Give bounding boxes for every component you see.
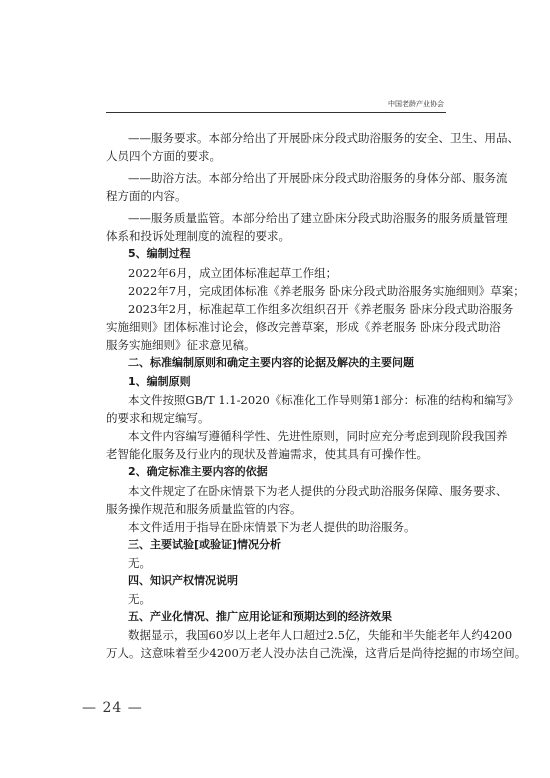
text-line: 无。 — [128, 592, 151, 606]
text-line: 服务操作规范和服务质量监管的内容。 — [106, 502, 302, 516]
section-heading: 二、标准编制原则和确定主要内容的论据及解决的主要问题 — [128, 356, 414, 369]
text-line: 本文件按照GB/T 1.1-2020《标准化工作导则第1部分：标准的结构和编写》 — [128, 393, 519, 407]
text-line: ——助浴方法。本部分给出了开展卧床分段式助浴服务的身体分部、服务流 — [128, 171, 508, 185]
text-line: 本文件内容编写遵循科学性、先进性原则，同时应充分考虑到现阶段我国养 — [128, 429, 508, 443]
text-line: 实施细则》团体标准讨论会，修改完善草案，形成《养老服务 卧床分段式助浴 — [106, 320, 501, 334]
text-line: 2023年2月，标准起草工作组多次组织召开《养老服务 卧床分段式助浴服务 — [128, 302, 514, 316]
text-line: ——服务要求。本部分给出了开展卧床分段式助浴服务的安全、卫生、用品、 — [128, 131, 519, 145]
text-line: 人员四个方面的要求。 — [106, 149, 221, 163]
text-line: 2022年7月，完成团体标准《养老服务 卧床分段式助浴服务实施细则》草案； — [128, 284, 525, 298]
text-line: 老智能化服务及行业内的现状及普遍需求，使其具有可操作性。 — [106, 447, 428, 461]
text-line: 体系和投诉处理制度的流程的要求。 — [106, 229, 290, 243]
text-line: ——服务质量监管。本部分给出了建立卧床分段式助浴服务的服务质量管理 — [128, 211, 508, 225]
section-heading: 5、编制过程 — [128, 247, 191, 260]
text-line: 万人。这意味着至少4200万老人没办法自己洗澡，这背后是尚待挖掘的市场空间。 — [106, 646, 527, 660]
organization-header: 中国老龄产业协会 — [388, 100, 444, 108]
text-line: 服务实施细则》征求意见稿。 — [106, 338, 256, 352]
section-heading: 三、主要试验[或验证]情况分析 — [128, 538, 282, 551]
text-line: 程方面的内容。 — [106, 189, 187, 203]
page-number: — 24 — — [82, 700, 143, 716]
text-line: 数据显示，我国60岁以上老年人口超过2.5亿，失能和半失能老年人约4200 — [128, 628, 513, 642]
section-heading: 1、编制原则 — [128, 375, 191, 388]
text-line: 的要求和规定编写。 — [106, 411, 210, 425]
text-line: 2022年6月，成立团体标准起草工作组； — [128, 266, 338, 280]
text-line: 本文件规定了在卧床情景下为老人提供的分段式助浴服务保障、服务要求、 — [128, 484, 508, 498]
section-heading: 2、确定标准主要内容的依据 — [128, 465, 268, 478]
section-heading: 五、产业化情况、推广应用论证和预期达到的经济效果 — [128, 610, 392, 623]
section-heading: 四、知识产权情况说明 — [128, 574, 238, 587]
text-line: 无。 — [128, 556, 151, 570]
text-line: 本文件适用于指导在卧床情景下为老人提供的助浴服务。 — [128, 520, 416, 534]
